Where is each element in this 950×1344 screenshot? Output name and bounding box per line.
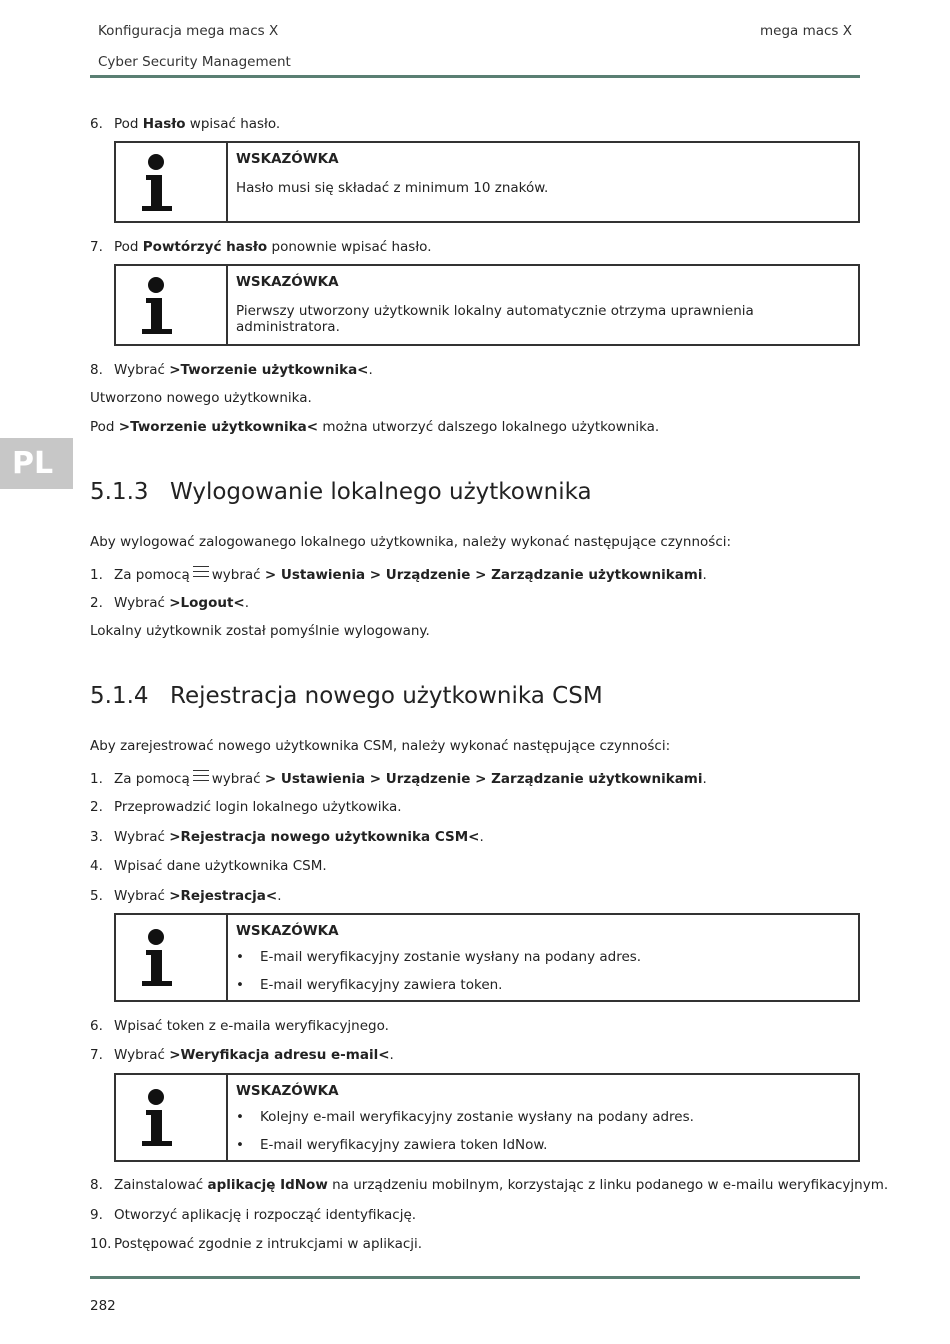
header-title: Konfiguracja mega macs X — [98, 23, 279, 39]
note-box-3 — [114, 913, 860, 1002]
note-bullet: • Kolejny e-mail weryfikacyjny zostanie wysłany na podany adres. — [236, 1109, 848, 1125]
step-4: 4. Wpisać dane użytkownika CSM. — [90, 858, 327, 874]
menu-icon — [193, 770, 209, 781]
result-text: Lokalny użytkownik został pomyślnie wylogowany. — [90, 623, 430, 639]
note-bullet: • E-mail weryfikacyjny zawiera token. — [236, 977, 848, 993]
result-text-2: Pod >Tworzenie użytkownika< można utworzyć dalszego lokalnego użytkownika. — [90, 419, 660, 435]
step-2: 2. Przeprowadzić login lokalnego użytkowika. — [90, 799, 402, 815]
info-icon — [140, 929, 174, 987]
menu-icon — [193, 566, 209, 577]
step-6: 6. Wpisać token z e-maila weryfikacyjnego. — [90, 1018, 389, 1034]
step-7: 7. Pod Powtórzyć hasło ponownie wpisać hasło. — [90, 239, 432, 255]
note-text: Hasło musi się składać z minimum 10 znaków. — [236, 180, 549, 196]
note-title: WSKAZÓWKA — [236, 274, 339, 290]
step-10: 10. Postępować zgodnie z intrukcjami w aplikacji. — [90, 1236, 423, 1252]
section-intro: Aby wylogować zalogowanego lokalnego użytkownika, należy wykonać następujące czynności: — [90, 534, 732, 550]
info-icon — [140, 277, 174, 335]
note-bullet: • E-mail weryfikacyjny zawiera token IdNow. — [236, 1137, 848, 1153]
note-box-4 — [114, 1073, 860, 1162]
section-heading-513: 5.1.3 Wylogowanie lokalnego użytkownika — [90, 479, 592, 505]
note-box-2 — [114, 264, 860, 346]
note-bullet: • E-mail weryfikacyjny zostanie wysłany na podany adres. — [236, 949, 848, 965]
result-text: Utworzono nowego użytkownika. — [90, 390, 312, 406]
step-1: 1. Za pomocą wybrać > Ustawienia > Urządzenie > Zarządzanie użytkownikami. — [90, 771, 707, 787]
note-title: WSKAZÓWKA — [236, 1083, 339, 1099]
step-5: 5. Wybrać >Rejestracja<. — [90, 888, 282, 904]
step-7: 7. Wybrać >Weryfikacja adresu e-mail<. — [90, 1047, 394, 1063]
info-icon — [140, 1089, 174, 1147]
note-title: WSKAZÓWKA — [236, 923, 339, 939]
header-product: mega macs X — [759, 23, 852, 39]
step-8: 8. Zainstalować aplikację IdNow na urządzeniu mobilnym, korzystając z linku podanego w e-mailu weryfikacyjnym. — [90, 1177, 889, 1193]
note-box-1 — [114, 141, 860, 223]
step-1: 1. Za pomocą wybrać > Ustawienia > Urządzenie > Zarządzanie użytkownikami. — [90, 567, 707, 583]
step-6: 6. Pod Hasło wpisać hasło. — [90, 116, 281, 132]
header-divider — [90, 75, 860, 78]
step-8: 8. Wybrać >Tworzenie użytkownika<. — [90, 362, 373, 378]
step-2: 2. Wybrać >Logout<. — [90, 595, 250, 611]
note-text: Pierwszy utworzony użytkownik lokalny automatycznie otrzyma uprawnienia administratora. — [236, 303, 754, 335]
step-9: 9. Otworzyć aplikację i rozpocząć identyfikację. — [90, 1207, 417, 1223]
header-subtitle: Cyber Security Management — [98, 54, 291, 70]
section-intro: Aby zarejestrować nowego użytkownika CSM, należy wykonać następujące czynności: — [90, 738, 671, 754]
footer-divider — [90, 1276, 860, 1279]
note-title: WSKAZÓWKA — [236, 151, 339, 167]
page-number: 282 — [90, 1298, 116, 1314]
note-bullet-list — [236, 1109, 848, 1153]
language-tab: PL — [0, 438, 73, 489]
step-3: 3. Wybrać >Rejestracja nowego użytkownika CSM<. — [90, 829, 484, 845]
info-icon — [140, 154, 174, 212]
section-heading-514: 5.1.4 Rejestracja nowego użytkownika CSM — [90, 683, 603, 709]
note-bullet-list — [236, 949, 848, 993]
